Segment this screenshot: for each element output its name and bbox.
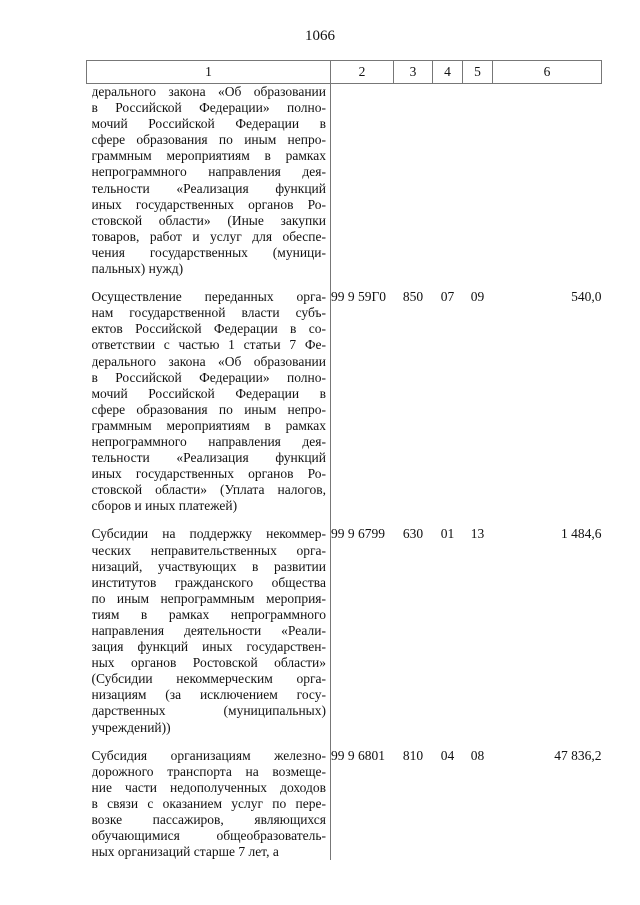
spacer-cell [493, 736, 602, 748]
spacer-cell [493, 277, 602, 289]
item-description [87, 748, 331, 861]
description-line: иных государственных органов Ро- [91, 196, 326, 212]
subsection-code [463, 84, 493, 278]
description-line: нам государственной власти субъ- [91, 305, 326, 321]
description-line: тельности «Реализация функций [91, 450, 326, 466]
item-description [87, 289, 331, 514]
budget-table [86, 60, 602, 860]
section-code: 04 [440, 747, 455, 763]
spacer-cell [87, 514, 331, 526]
column-header-4: 4 [433, 61, 463, 84]
spacer-cell [331, 736, 394, 748]
description-line: ектов Российской Федерации в со- [91, 321, 326, 337]
column-header-1: 1 [87, 61, 331, 84]
target-article-code: 99 9 6799 [331, 526, 385, 542]
description-line: низациям (за исключением госу- [91, 687, 326, 703]
table-row [87, 748, 602, 861]
spacer-cell [394, 514, 433, 526]
description-line: граммным мероприятиям в рамках [91, 148, 326, 164]
spacer-cell [331, 277, 394, 289]
description-line: товаров, работ и услуг для обеспе- [91, 228, 326, 244]
description-line: стовской области» (Уплата налогов, [91, 482, 326, 498]
item-description [87, 526, 331, 735]
description-line: иных государственных органов Ро- [91, 466, 326, 482]
page-number: 1066 [305, 28, 335, 44]
amount-value: 47 836,2 [554, 747, 602, 763]
description-line: дерального закона «Об образовании [91, 84, 326, 99]
description-line: чения государственных (муници- [91, 244, 326, 260]
spacer-cell [433, 736, 463, 748]
description-line: Субсидии на поддержку некоммер- [91, 526, 326, 542]
spacer-cell [433, 514, 463, 526]
expense-type-code [394, 84, 433, 278]
description-line: непрограммного направления дея- [91, 433, 326, 449]
column-header-5: 5 [463, 61, 493, 84]
section-code: 01 [440, 526, 455, 542]
description-line: пальных) нужд) [91, 261, 184, 277]
amount-value: 1 484,6 [561, 526, 602, 542]
description-line: учреждений)) [91, 719, 171, 735]
description-line: по иным непрограммным мероприя- [91, 590, 326, 606]
description-line: в связи с оказанием услуг по пере- [91, 795, 326, 811]
target-article-code: 99 9 59Г0 [331, 289, 387, 305]
target-article-code: 99 9 6801 [331, 747, 385, 763]
spacer-cell [463, 514, 493, 526]
spacer-cell [87, 736, 331, 748]
row-spacer [87, 277, 602, 289]
description-line: дарственных (муниципальных) [91, 703, 326, 719]
description-line: обучающимися общеобразователь- [91, 828, 326, 844]
description-line: Субсидия организациям железно- [91, 747, 326, 763]
description-line: (Субсидии некоммерческим орга- [91, 671, 326, 687]
spacer-cell [331, 514, 394, 526]
spacer-cell [493, 514, 602, 526]
description-line: в Российской Федерации» полно- [91, 369, 326, 385]
description-line: ческих неправительственных орга- [91, 542, 326, 558]
description-line: сборов и иных платежей) [91, 498, 238, 514]
description-line: ных организаций старше 7 лет, а [91, 844, 279, 860]
expense-type-code: 810 [402, 747, 424, 763]
subsection-code: 13 [470, 526, 485, 542]
column-header-6: 6 [493, 61, 602, 84]
spacer-cell [463, 736, 493, 748]
table-row [87, 84, 602, 278]
column-number-header-row [87, 61, 602, 84]
table-row [87, 289, 602, 514]
description-line: в Российской Федерации» полно- [91, 100, 326, 116]
description-line: мочий Российской Федерации в [91, 385, 326, 401]
expense-type-code: 630 [402, 526, 424, 542]
spacer-cell [433, 277, 463, 289]
description-line: направления деятельности «Реали- [91, 623, 326, 638]
description-line: граммным мероприятиям в рамках [91, 417, 326, 433]
description-line: сфере образования по иным непро- [91, 132, 326, 148]
description-line: Осуществление переданных орга- [91, 289, 326, 305]
spacer-cell [394, 277, 433, 289]
amount-value: 540,0 [571, 289, 602, 305]
description-line: ние части недополученных доходов [91, 779, 326, 795]
spacer-cell [463, 277, 493, 289]
description-line: тиям в рамках непрограммного [91, 606, 326, 622]
description-line: дорожного транспорта на возмеще- [91, 763, 326, 779]
spacer-cell [394, 736, 433, 748]
description-line: дерального закона «Об образовании [91, 353, 326, 369]
amount-value [493, 84, 602, 278]
table-body [87, 84, 602, 861]
column-header-2: 2 [331, 61, 394, 84]
row-spacer [87, 514, 602, 526]
section-code [433, 84, 463, 278]
subsection-code: 09 [470, 289, 485, 305]
column-header-3: 3 [394, 61, 433, 84]
description-line: непрограммного направления дея- [91, 164, 326, 180]
description-line: возке пассажиров, являющихся [91, 812, 326, 828]
description-line: институтов гражданского общества [91, 574, 326, 590]
section-code: 07 [440, 289, 455, 305]
description-line: тельности «Реализация функций [91, 180, 326, 196]
spacer-cell [87, 277, 331, 289]
subsection-code: 08 [470, 747, 485, 763]
description-line: мочий Российской Федерации в [91, 116, 326, 132]
description-line: зация функций иных государствен- [91, 639, 326, 655]
expense-type-code: 850 [402, 289, 424, 305]
description-line: сфере образования по иным непро- [91, 401, 326, 417]
description-line: низаций, участвующих в развитии [91, 558, 326, 574]
row-spacer [87, 736, 602, 748]
description-line: ных органов Ростовской области» [91, 655, 326, 671]
description-line: стовской области» (Иные закупки [91, 212, 326, 228]
target-article-code [331, 84, 394, 278]
description-line: ответствии с частью 1 статьи 7 Фе- [91, 337, 326, 353]
table-row [87, 526, 602, 735]
item-description [87, 84, 331, 278]
